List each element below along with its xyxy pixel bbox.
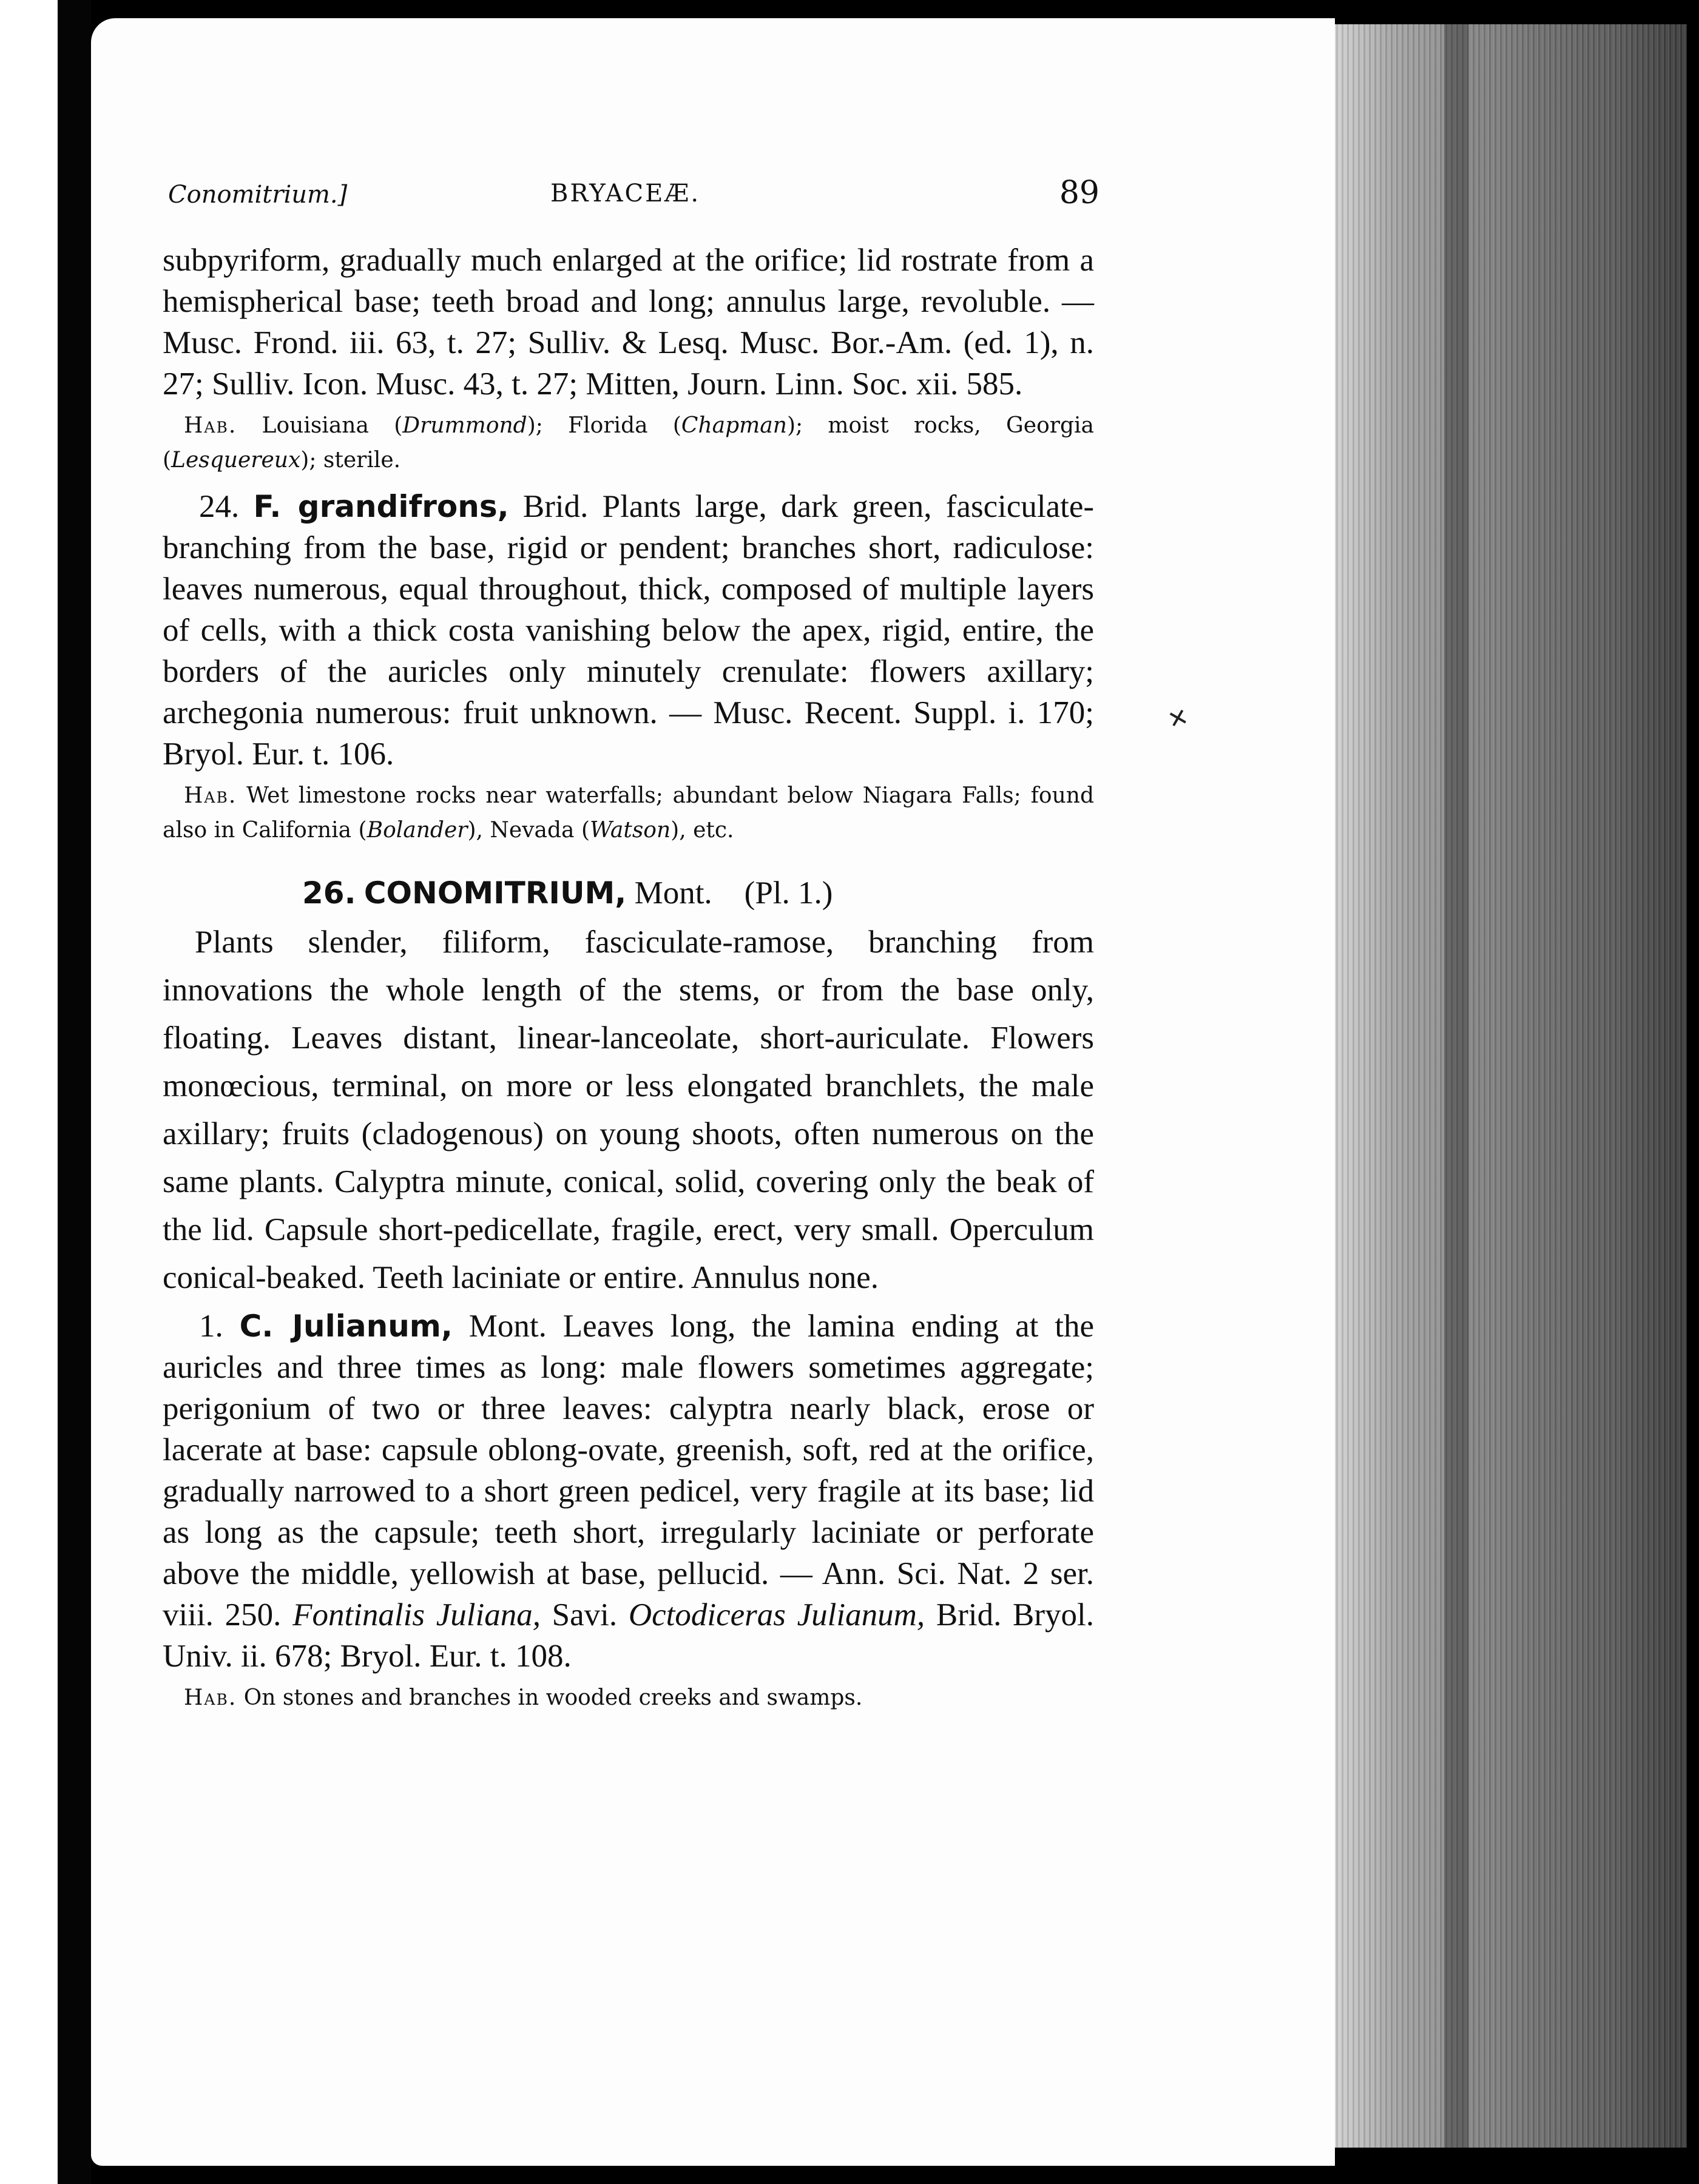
collector-name: Lesquereux — [171, 448, 301, 473]
page-number: 89 — [1059, 175, 1099, 211]
species-name: F. grandifrons, — [253, 489, 509, 524]
hab-text: Louisiana ( — [237, 413, 403, 438]
hab-text: ), Nevada ( — [467, 818, 590, 843]
synonym-name: Fontinalis Juliana, — [292, 1597, 541, 1633]
hab-text: ); Florida ( — [527, 413, 681, 438]
hab-text: Wet limestone rocks near waterfalls; abundant below Niagara Falls; found also in California ( — [163, 783, 1094, 843]
hab-label: Hab. — [184, 783, 237, 808]
genus-author: Mont. — [626, 875, 712, 911]
collector-name: Bolander — [366, 818, 468, 843]
species-number: 24. — [199, 489, 240, 524]
collector-name: Drummond — [402, 413, 527, 438]
previous-page-edge — [0, 0, 58, 2184]
species-name: C. Julianum, — [239, 1309, 453, 1344]
species-1-entry — [163, 1306, 1094, 1677]
running-head-genus: Conomitrium.] — [168, 181, 348, 209]
continued-description-text: subpyriform, gradually much enlarged at the orifice; lid rostrate from a hemispherical base; teeth broad and long; annulus large, revoluble. — Musc. Frond. iii. 63, t. 27; Sulliv. & Lesq. Musc. Bor.-Am. (ed. 1), n. 27; Sulliv. Icon. Musc. 43, t. 27; Mitten, Journ. Linn. Soc. xii. 585. — [163, 243, 1094, 402]
margin-pencil-mark: ✕ — [1164, 703, 1192, 735]
hab-text: ); sterile. — [300, 448, 401, 473]
page-body — [163, 240, 1094, 1715]
synonym-author: Savi. — [540, 1597, 629, 1633]
hab-label: Hab. — [184, 1685, 237, 1710]
genus-description: Plants slender, filiform, fasciculate-ramose, branching from innovations the whole length of the stems, or from the base only, floating. Leaves distant, linear-lanceolate, short-auriculate. Flowers monœcious, terminal, on more or less elongated branchlets, the male axillary; fruits (cladogenous) on young shoots, often numerous on the same plants. Calyptra minute, conical, solid, covering only the beak of the lid. Capsule short-pedicellate, fragile, erect, very small. Operculum conical-beaked. Teeth laciniate or entire. Annulus none. — [163, 925, 1094, 1295]
collector-name: Chapman — [681, 413, 787, 438]
hab-text: ), etc. — [670, 818, 734, 843]
collector-name: Watson — [590, 818, 671, 843]
synonym-reference: Brid. Bryol. Univ. ii. 678; Bryol. Eur. t. 108. — [163, 1597, 1095, 1674]
running-head — [168, 175, 1099, 223]
plate-reference: (Pl. 1.) — [744, 875, 833, 911]
genus-name: CONOMITRIUM, — [363, 875, 627, 911]
species-number: 1. — [199, 1309, 223, 1344]
habitat-note-1 — [163, 408, 1094, 477]
hab-text: On stones and branches in wooded creeks and swamps. — [237, 1685, 863, 1710]
continued-description — [163, 240, 1094, 405]
hab-label: Hab. — [184, 413, 237, 438]
species-description: Brid. Plants large, dark green, fasciculate-branching from the base, rigid or pendent; branches short, radiculose: leaves numerous, equal throughout, thick, composed of multiple layers of cells, with a thick costa vanishing below the apex, rigid, entire, the borders of the auricles only minutely crenulate: flowers axillary; archegonia numerous: fruit unknown. — Musc. Recent. Suppl. i. 170; Bryol. Eur. t. 106. — [163, 489, 1094, 772]
running-head-family: BRYACEÆ. — [550, 180, 701, 207]
page-block-shadow — [1444, 24, 1468, 2148]
species-description: Mont. Leaves long, the lamina ending at the auricles and three times as long: male flowers sometimes aggregate; perigonium of two or three leaves: calyptra nearly black, erose or lacerate at base: capsule oblong-ovate, greenish, soft, red at the orifice, gradually narrowed to a short green pedicel, very fragile at its base; lid as long as the capsule; teeth short, irregularly laciniate or perforate above the middle, yellowish at base, pellucid. — Ann. Sci. Nat. 2 ser. viii. 250. — [163, 1309, 1094, 1633]
habitat-note-2 — [163, 778, 1094, 848]
genus-number: 26. — [302, 875, 356, 911]
habitat-note-3 — [163, 1680, 1094, 1715]
hab-text: ); moist rocks, Georgia ( — [163, 413, 1095, 473]
species-24-entry — [163, 486, 1094, 775]
page-block-edge — [1335, 24, 1687, 2148]
binding-gutter — [58, 0, 91, 2184]
genus-heading — [163, 871, 1094, 916]
synonym-name: Octodiceras Julianum, — [628, 1597, 925, 1633]
